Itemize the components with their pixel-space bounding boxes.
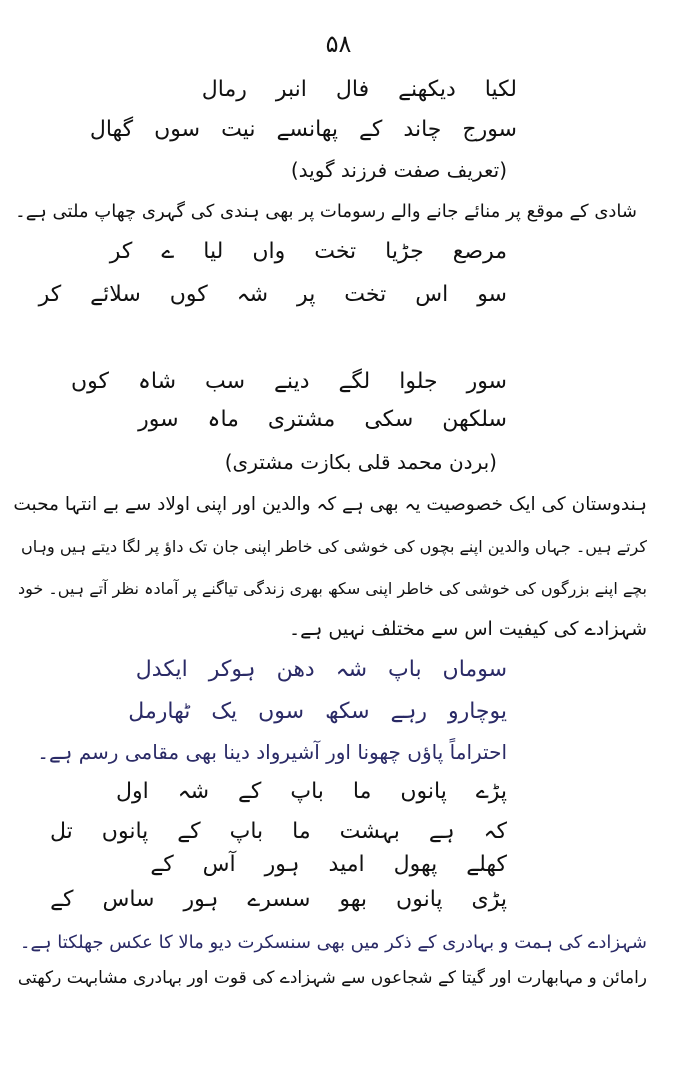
paragraph-line: رامائن و مہابھارت اور گیتا کے شجاعوں سے شہزادے کی قوت اور بہادری مشابہت رکھتی [17, 968, 647, 988]
page-number: ۵۸ [325, 30, 352, 58]
paragraph-line: شہزادے کی ہمت و بہادری کے ذکر میں بھی سنسکرت دیو مالا کا عکس جھلکتا ہے۔ [19, 932, 647, 953]
verse-line: یوچارو رہے سکھ سوں یک ٹھارمل [128, 699, 507, 724]
verse-line: لکیا دیکھنے فال انبر رمال [201, 77, 517, 102]
paragraph-line: شادی کے موقع پر منائے جانے والے رسومات پر بھی ہندی کی گہری چھاپ ملتی ہے۔ [15, 201, 637, 222]
verse-line: مرصع جڑیا تخت واں لیا ے کر [109, 239, 507, 264]
paragraph-line: شہزادے کی کیفیت اس سے مختلف نہیں ہے۔ [288, 618, 647, 640]
verse-line: سوماں باپ شہ دھن ہوکر ایکدل [135, 657, 507, 682]
verse-caption: (تعریف صفت فرزند گوید) [290, 158, 507, 182]
verse-line: سور جلوا لگے دینے سب شاہ کوں [71, 369, 507, 394]
verse-line: سلکھن سکی مشتری ماہ سور [138, 407, 507, 432]
paragraph-line: کرتے ہیں۔ جہاں والدین اپنے بچوں کی خوشی کی خاطر اپنی جان تک داؤ پر لگا دیتے ہیں وہاں [21, 537, 647, 556]
paragraph-line: ہندوستان کی ایک خصوصیت یہ بھی ہے کہ والدین اور اپنی اولاد سے بے انتہا محبت [13, 494, 647, 515]
paragraph-line: بچے اپنے بزرگوں کی خوشی کی خاطر اپنی سکھ بھری زندگی تیاگنے پر آمادہ نظر آتے ہیں۔ خود [18, 579, 647, 598]
paragraph-line: احتراماً پاؤں چھونا اور آشیرواد دینا بھی مقامی رسم ہے۔ [37, 740, 507, 764]
verse-line: کھلے پھول امید ہور آس کے [150, 852, 507, 877]
verse-line: سورج چاند کے پھانسے نیت سوں گھال [89, 117, 517, 142]
verse-line: کہ ہے بہشت ما باپ کے پانوں تل [50, 819, 507, 844]
verse-line: سو اس تخت پر شہ کوں سلائے کر [38, 282, 507, 307]
verse-line: پڑے پانوں ما باپ کے شہ اول [115, 779, 507, 804]
verse-line: پڑی پانوں بھو سسرے ہور ساس کے [50, 887, 507, 912]
verse-caption: (بردن محمد قلی بکازت مشتری) [224, 450, 497, 474]
